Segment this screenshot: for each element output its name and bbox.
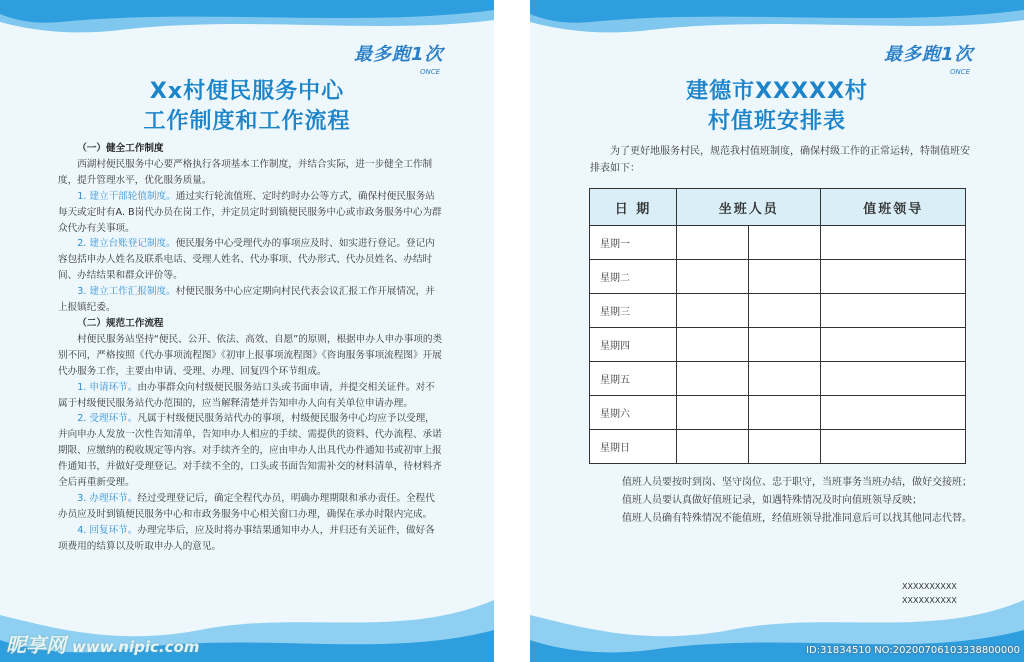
logo-text: 最多跑1次 (884, 44, 974, 65)
list-item (58, 523, 444, 555)
list-item-text: 便民服务中心受理代办的事项应及时、如实进行登记。登记内容包括申办人姓名及联系电话、受理人姓名、代办事项、代办形式、代办员姓名、办结时间、办结结果和群众评价等。 (58, 238, 435, 282)
section-heading: （二）规范工作流程 (77, 317, 164, 329)
day-cell: 星期五 (590, 362, 677, 396)
logo-subtext: ONCE (420, 68, 441, 76)
list-item (58, 411, 444, 491)
left-title-line1: Xx村便民服务中心 (149, 79, 345, 104)
staff-cell[interactable] (677, 430, 749, 464)
watermark (6, 629, 199, 658)
list-item-label: 3. 办理环节。 (77, 492, 138, 504)
left-panel (0, 0, 494, 662)
duty-intro-text: 为了更好地服务村民，规范我村值班制度，确保村级工作的正常运转，特制值班安排表如下： (590, 146, 970, 174)
table-row (590, 362, 966, 396)
list-item-label: 1. 建立干部轮值制度。 (77, 190, 176, 202)
staff-cell[interactable] (677, 226, 749, 260)
rule-item: 值班人员要按时到岗、坚守岗位、忠于职守，当班事务当班办结，做好交接班； (622, 477, 972, 488)
table-row (590, 260, 966, 294)
leader-cell[interactable] (821, 294, 966, 328)
list-item-text: 由办事群众向村级便民服务站口头或书面申请，并提交相关证件。对不属于村级便民服务站代办范围的，应当解释清楚并告知申办人向有关单位申请办理。 (58, 381, 435, 409)
logo (880, 30, 1000, 80)
staff-cell[interactable] (677, 294, 749, 328)
list-item-label: 1. 申请环节。 (77, 381, 138, 393)
staff-cell[interactable] (677, 260, 749, 294)
table-row (590, 396, 966, 430)
section-heading: （一）健全工作制度 (77, 143, 164, 154)
staff-cell[interactable] (749, 430, 821, 464)
staff-cell[interactable] (749, 396, 821, 430)
list-item-label: 4. 回复环节。 (77, 524, 138, 536)
table-row (590, 328, 966, 362)
header-leader: 值班领导 (821, 189, 966, 226)
staff-cell[interactable] (749, 328, 821, 362)
watermark-site: 昵享网 (6, 633, 66, 657)
list-item (58, 284, 444, 316)
staff-cell[interactable] (677, 328, 749, 362)
logo (350, 30, 470, 80)
staff-cell[interactable] (749, 226, 821, 260)
left-title-line2: 工作制度和工作流程 (143, 109, 351, 134)
day-cell: 星期四 (590, 328, 677, 362)
image-id: ID:31834510 NO:20200706103338800000 (806, 645, 1020, 656)
leader-cell[interactable] (821, 226, 966, 260)
leader-cell[interactable] (821, 396, 966, 430)
signature-line: XXXXXXXXXX (902, 582, 957, 591)
duty-table (589, 188, 966, 464)
staff-cell[interactable] (677, 362, 749, 396)
staff-cell[interactable] (749, 362, 821, 396)
list-item-label: 2. 建立台账登记制度。 (77, 238, 176, 250)
left-body (58, 141, 444, 555)
staff-cell[interactable] (749, 294, 821, 328)
day-cell: 星期日 (590, 430, 677, 464)
list-item-text: 办理完毕后，应及时将办事结果通知申办人，并归还有关证件，做好各项费用的结算以及听取申办人的意见。 (58, 524, 435, 552)
list-item (58, 189, 444, 237)
table-row (590, 430, 966, 464)
table-row (590, 294, 966, 328)
duty-rules (602, 474, 972, 528)
logo-subtext: ONCE (950, 68, 971, 76)
leader-cell[interactable] (821, 430, 966, 464)
right-title-line1: 建德市XXXXX村 (686, 79, 868, 104)
list-item-label: 2. 受理环节。 (77, 413, 138, 425)
list-item-text: 凡属于村级便民服务站代办的事项，村级便民服务中心均应予以受理，并向申办人发放一次性告知清单，告知申办人相应的手续、需提供的资料、代办流程、承诺期限、应缴纳的税收规定等内容。对手续齐全的，应由申办人出具代办件通知书或初审上报件通知书，并做好受理登记。对手续不全的，口头或书面告知需补交的材料清单，待材料齐全后再重新受理。 (58, 413, 442, 489)
rule-item: 值班人员确有特殊情况不能值班，经值班领导批准同意后可以找其他同志代替。 (622, 513, 972, 524)
paragraph: 西湖村便民服务中心要严格执行各项基本工作制度，并结合实际，进一步健全工作制度，提升管理水平，优化服务质量。 (58, 158, 433, 186)
list-item-text: 经过受理登记后，确定全程代办员，明确办理期限和承办责任。全程代办员应及时到镇便民服务中心和市政务服务中心相关窗口办理，确保在承办时限内完成。 (58, 492, 435, 520)
duty-table-header (590, 189, 966, 226)
paragraph: 村便民服务站坚持“便民、公开、依法、高效、自愿”的原则，根据申办人申办事项的类别不同，严格按照《代办事项流程图》《初审上报事项流程图》《咨询服务事项流程图》开展代办服务工作，主要由申请、受理、办理、回复四个环节组成。 (58, 333, 443, 377)
day-cell: 星期一 (590, 226, 677, 260)
list-item-text: 村便民服务中心应定期向村民代表会议汇报工作开展情况，并上报镇纪委。 (58, 286, 435, 314)
list-item-label: 3. 建立工作汇报制度。 (77, 286, 176, 298)
watermark-url: www.nipic.com (72, 638, 200, 656)
list-item-text: 通过实行轮流值班、定时约时办公等方式，确保村便民服务站每天或定时有A. B岗代办员在岗工作，并定员定时到镇便民服务中心或市政务服务中心为群众代办有关事项。 (58, 190, 442, 234)
right-panel (530, 0, 1024, 662)
list-item (58, 380, 444, 412)
right-title-line2: 村值班安排表 (707, 109, 846, 134)
logo-text: 最多跑1次 (354, 44, 444, 65)
table-row (590, 226, 966, 260)
rule-item: 值班人员要认真做好值班记录，如遇特殊情况及时向值班领导反映； (622, 495, 922, 506)
staff-cell[interactable] (749, 260, 821, 294)
header-staff: 坐班人员 (677, 189, 821, 226)
list-item (58, 236, 444, 284)
duty-intro (590, 143, 970, 177)
day-cell: 星期二 (590, 260, 677, 294)
day-cell: 星期六 (590, 396, 677, 430)
day-cell: 星期三 (590, 294, 677, 328)
leader-cell[interactable] (821, 362, 966, 396)
signature-line: XXXXXXXXXX (902, 596, 957, 605)
header-date: 日 期 (590, 189, 677, 226)
leader-cell[interactable] (821, 328, 966, 362)
staff-cell[interactable] (677, 396, 749, 430)
list-item (58, 491, 444, 523)
leader-cell[interactable] (821, 260, 966, 294)
page-gap (494, 0, 530, 662)
